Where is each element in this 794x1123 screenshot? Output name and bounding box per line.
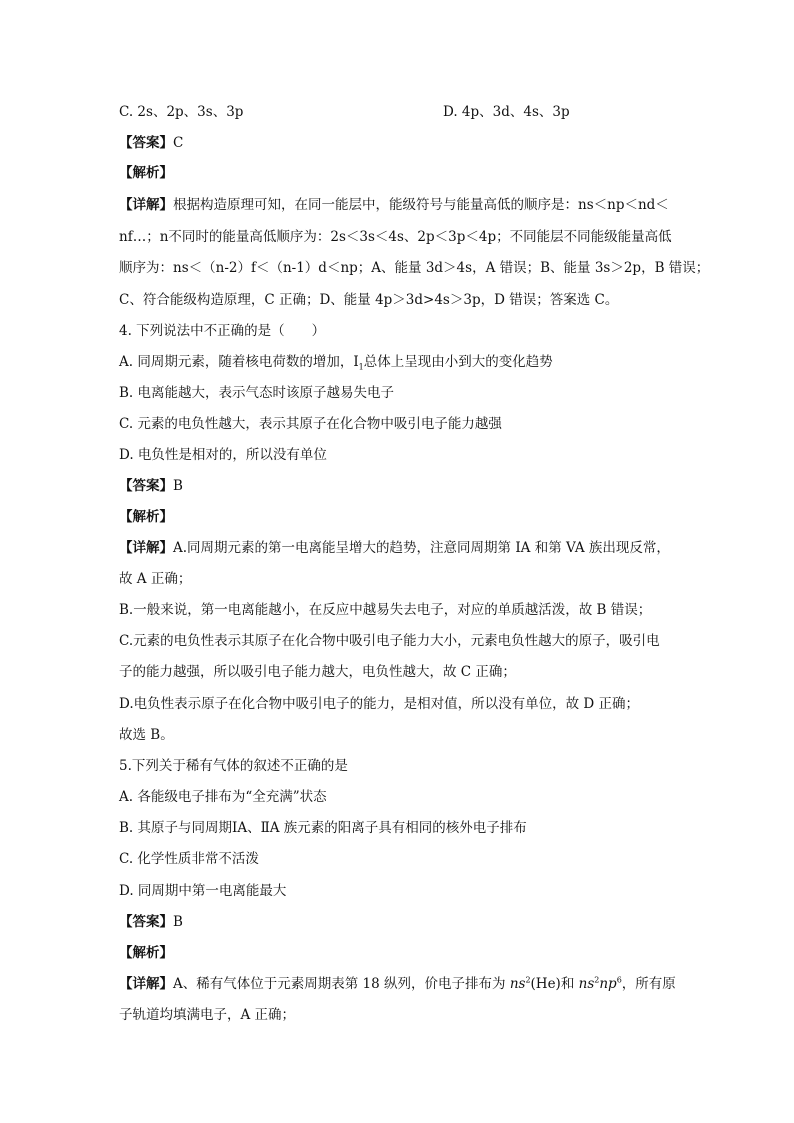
q5-answer: 【答案】B	[119, 914, 183, 930]
q4-detail-line-4: C.元素的电负性表示其原子在化合物中吸引电子能力大小，元素电负性越大的原子，吸引电	[119, 633, 660, 649]
q4-detail-line-5: 子的能力越强，所以吸引电子能力越大，电负性越大，故 C 正确；	[119, 664, 516, 680]
q4-option-a: A. 同周期元素，随着核电荷数的增加，$I_1$总体上呈现由小到大的变化趋势	[119, 354, 553, 372]
q3-option-c: C. 2s、2p、3s、3p	[119, 104, 244, 120]
q3-answer: 【答案】C	[119, 135, 184, 151]
q3-detail-line-2: nf…；n不同时的能量高低顺序为：2s＜3s＜4s、2p＜3p＜4p；不同能层不同能级能量高低	[119, 229, 672, 245]
q4-option-d: D. 电负性是相对的，所以没有单位	[119, 447, 327, 463]
q4-detail-line-2: 故 A 正确；	[119, 571, 192, 587]
q5-option-a: A. 各能级电子排布为“全充满”状态	[119, 789, 327, 805]
q4-detail-line-7: 故选 B。	[119, 727, 174, 743]
q4-detail-line-6: D.电负性表示原子在化合物中吸引电子的能力，是相对值，所以没有单位，故 D 正确；	[119, 696, 640, 712]
q5-option-b: B. 其原子与同周期ⅠA、ⅡA 族元素的阳离子具有相同的核外电子排布	[119, 820, 527, 836]
q3-detail-line-4: C、符合能级构造原理，C 正确；D、能量 4p＞3d>4s＞3p，D 错误；答案选 C。	[119, 292, 619, 308]
q5-stem: 5.下列关于稀有气体的叙述不正确的是	[119, 758, 348, 774]
q5-option-c: C. 化学性质非常不活泼	[119, 851, 259, 867]
q3-option-d: D. 4p、3d、4s、3p	[443, 104, 570, 120]
q5-option-d: D. 同周期中第一电离能最大	[119, 883, 287, 899]
q4-answer: 【答案】B	[119, 478, 183, 494]
q3-detail-line-1: 【详解】根据构造原理可知，在同一能层中，能级符号与能量高低的顺序是：ns＜np＜nd＜	[119, 197, 669, 213]
q5-detail-line-1: 【详解】A、稀有气体位于元素周期表第 18 纵列，价电子排布为 $ns^2(He)$和 $ns^2np^6$，所有原	[119, 975, 676, 992]
q4-stem: 4. 下列说法中不正确的是（ ）	[119, 323, 326, 339]
q4-detail-line-3: B.一般来说，第一电离能越小，在反应中越易失去电子，对应的单质越活泼，故 B 错误；	[119, 602, 652, 618]
q4-analysis-heading: 【解析】	[119, 509, 173, 525]
q4-option-c: C. 元素的电负性越大，表示其原子在化合物中吸引电子能力越强	[119, 416, 502, 432]
q4-option-b: B. 电离能越大，表示气态时该原子越易失电子	[119, 385, 395, 401]
q3-detail-line-3: 顺序为：ns＜（n-2）f＜（n-1）d＜np；A、能量 3d＞4s，A 错误；B、能量 3s＞2p，B 错误；	[119, 260, 710, 276]
q5-analysis-heading: 【解析】	[119, 945, 173, 961]
q3-analysis-heading: 【解析】	[119, 165, 173, 181]
q4-detail-line-1: 【详解】A.同周期元素的第一电离能呈增大的趋势，注意同周期第 IA 和第 VA 族出现反常，	[119, 540, 670, 556]
q5-detail-line-2: 子轨道均填满电子，A 正确；	[119, 1007, 296, 1023]
